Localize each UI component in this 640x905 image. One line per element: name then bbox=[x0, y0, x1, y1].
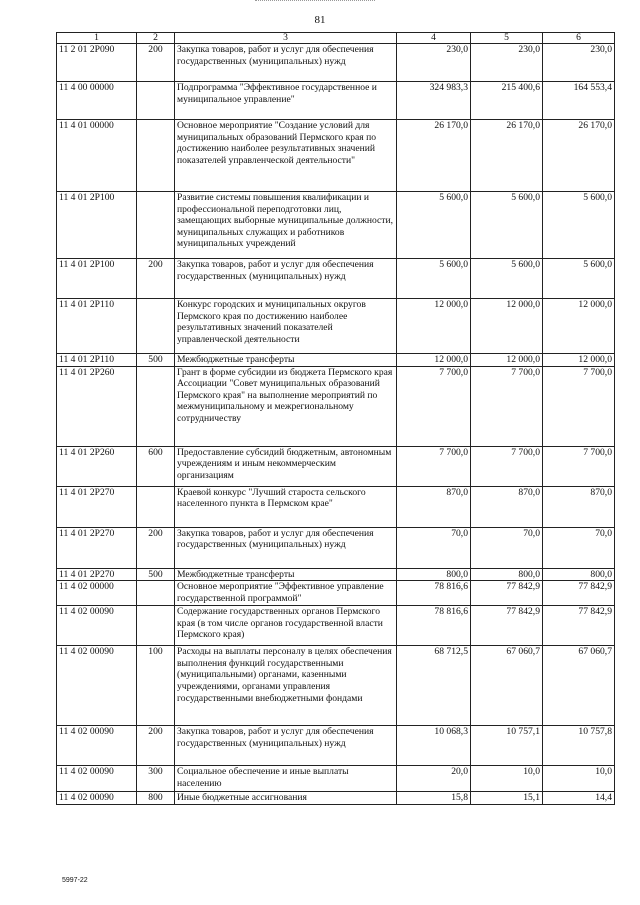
column-header: 3 bbox=[175, 33, 397, 44]
amount-year3-cell: 77 842,9 bbox=[543, 606, 615, 646]
table-row bbox=[57, 606, 615, 646]
amount-year1-cell: 7 700,0 bbox=[397, 446, 471, 486]
classification-code-cell: 11 4 01 2P260 bbox=[57, 446, 137, 486]
item-name-cell: Основное мероприятие "Создание условий для муниципальных образований Пермского края по достижению наиболее результативных значений показателей управленческой деятельности" bbox=[175, 120, 397, 192]
table-row bbox=[57, 44, 615, 82]
amount-year2-cell: 77 842,9 bbox=[471, 581, 543, 606]
amount-year3-cell: 7 700,0 bbox=[543, 366, 615, 446]
amount-year2-cell: 70,0 bbox=[471, 527, 543, 568]
item-name-cell: Иные бюджетные ассигнования bbox=[175, 792, 397, 805]
table-row bbox=[57, 581, 615, 606]
amount-year3-cell: 10,0 bbox=[543, 766, 615, 792]
amount-year1-cell: 20,0 bbox=[397, 766, 471, 792]
amount-year3-cell: 164 553,4 bbox=[543, 82, 615, 120]
item-name-cell: Грант в форме субсидии из бюджета Пермского края Ассоциации "Совет муниципальных образований Пермского края" на выполнение мероприятий по межмуниципальному и межрегиональному сотрудничеству bbox=[175, 366, 397, 446]
expense-type-cell: 200 bbox=[137, 259, 175, 299]
table-row bbox=[57, 259, 615, 299]
page-number: 81 bbox=[314, 14, 326, 26]
amount-year2-cell: 5 600,0 bbox=[471, 192, 543, 259]
amount-year2-cell: 800,0 bbox=[471, 568, 543, 581]
table-body bbox=[57, 44, 615, 805]
amount-year2-cell: 12 000,0 bbox=[471, 354, 543, 367]
budget-table bbox=[56, 32, 615, 805]
item-name-cell: Межбюджетные трансферты bbox=[175, 568, 397, 581]
classification-code-cell: 11 4 00 00000 bbox=[57, 82, 137, 120]
amount-year3-cell: 12 000,0 bbox=[543, 299, 615, 354]
amount-year1-cell: 12 000,0 bbox=[397, 299, 471, 354]
classification-code-cell: 11 4 01 2P110 bbox=[57, 299, 137, 354]
column-header: 6 bbox=[543, 33, 615, 44]
amount-year2-cell: 5 600,0 bbox=[471, 259, 543, 299]
table-row bbox=[57, 726, 615, 766]
amount-year2-cell: 215 400,6 bbox=[471, 82, 543, 120]
table-header-row bbox=[57, 33, 615, 44]
table-row bbox=[57, 766, 615, 792]
expense-type-cell: 500 bbox=[137, 354, 175, 367]
item-name-cell: Межбюджетные трансферты bbox=[175, 354, 397, 367]
amount-year3-cell: 77 842,9 bbox=[543, 581, 615, 606]
expense-type-cell: 600 bbox=[137, 446, 175, 486]
amount-year3-cell: 5 600,0 bbox=[543, 259, 615, 299]
classification-code-cell: 11 4 01 00000 bbox=[57, 120, 137, 192]
amount-year1-cell: 78 816,6 bbox=[397, 581, 471, 606]
table-row bbox=[57, 486, 615, 527]
table-row bbox=[57, 646, 615, 726]
amount-year2-cell: 7 700,0 bbox=[471, 446, 543, 486]
amount-year3-cell: 5 600,0 bbox=[543, 192, 615, 259]
amount-year1-cell: 800,0 bbox=[397, 568, 471, 581]
column-header: 2 bbox=[137, 33, 175, 44]
table-row bbox=[57, 120, 615, 192]
classification-code-cell: 11 4 02 00000 bbox=[57, 581, 137, 606]
classification-code-cell: 11 4 02 00090 bbox=[57, 792, 137, 805]
item-name-cell: Краевой конкурс "Лучший староста сельского населенного пункта в Пермском крае" bbox=[175, 486, 397, 527]
expense-type-cell bbox=[137, 192, 175, 259]
expense-type-cell bbox=[137, 120, 175, 192]
expense-type-cell bbox=[137, 299, 175, 354]
column-header: 5 bbox=[471, 33, 543, 44]
amount-year3-cell: 12 000,0 bbox=[543, 354, 615, 367]
amount-year3-cell: 70,0 bbox=[543, 527, 615, 568]
amount-year2-cell: 77 842,9 bbox=[471, 606, 543, 646]
amount-year3-cell: 10 757,8 bbox=[543, 726, 615, 766]
column-header: 1 bbox=[57, 33, 137, 44]
item-name-cell: Социальное обеспечение и иные выплаты населению bbox=[175, 766, 397, 792]
expense-type-cell: 200 bbox=[137, 44, 175, 82]
amount-year1-cell: 12 000,0 bbox=[397, 354, 471, 367]
classification-code-cell: 11 4 01 2P270 bbox=[57, 527, 137, 568]
item-name-cell: Предоставление субсидий бюджетным, автономным учреждениям и иным некоммерческим организациям bbox=[175, 446, 397, 486]
amount-year3-cell: 230,0 bbox=[543, 44, 615, 82]
classification-code-cell: 11 4 02 00090 bbox=[57, 606, 137, 646]
table-row bbox=[57, 527, 615, 568]
classification-code-cell: 11 4 02 00090 bbox=[57, 766, 137, 792]
amount-year2-cell: 10,0 bbox=[471, 766, 543, 792]
amount-year3-cell: 26 170,0 bbox=[543, 120, 615, 192]
table-row bbox=[57, 299, 615, 354]
amount-year1-cell: 26 170,0 bbox=[397, 120, 471, 192]
amount-year3-cell: 7 700,0 bbox=[543, 446, 615, 486]
column-header: 4 bbox=[397, 33, 471, 44]
amount-year2-cell: 10 757,1 bbox=[471, 726, 543, 766]
item-name-cell: Развитие системы повышения квалификации и профессиональной переподготовки лиц, замещающих выборные муниципальные должности, муниципальных служащих и работников муниципальных учреждений bbox=[175, 192, 397, 259]
amount-year2-cell: 870,0 bbox=[471, 486, 543, 527]
amount-year2-cell: 12 000,0 bbox=[471, 299, 543, 354]
amount-year1-cell: 68 712,5 bbox=[397, 646, 471, 726]
amount-year1-cell: 10 068,3 bbox=[397, 726, 471, 766]
amount-year1-cell: 5 600,0 bbox=[397, 259, 471, 299]
table-row bbox=[57, 82, 615, 120]
expense-type-cell bbox=[137, 606, 175, 646]
amount-year1-cell: 230,0 bbox=[397, 44, 471, 82]
classification-code-cell: 11 4 01 2P270 bbox=[57, 568, 137, 581]
expense-type-cell: 800 bbox=[137, 792, 175, 805]
amount-year2-cell: 67 060,7 bbox=[471, 646, 543, 726]
expense-type-cell bbox=[137, 581, 175, 606]
item-name-cell: Подпрограмма "Эффективное государственное и муниципальное управление" bbox=[175, 82, 397, 120]
amount-year1-cell: 870,0 bbox=[397, 486, 471, 527]
item-name-cell: Содержание государственных органов Пермского края (в том числе органов государственной власти Пермского края) bbox=[175, 606, 397, 646]
expense-type-cell bbox=[137, 82, 175, 120]
expense-type-cell: 300 bbox=[137, 766, 175, 792]
amount-year1-cell: 324 983,3 bbox=[397, 82, 471, 120]
amount-year1-cell: 15,8 bbox=[397, 792, 471, 805]
amount-year1-cell: 78 816,6 bbox=[397, 606, 471, 646]
amount-year1-cell: 70,0 bbox=[397, 527, 471, 568]
amount-year3-cell: 67 060,7 bbox=[543, 646, 615, 726]
expense-type-cell: 100 bbox=[137, 646, 175, 726]
classification-code-cell: 11 4 02 00090 bbox=[57, 646, 137, 726]
amount-year1-cell: 5 600,0 bbox=[397, 192, 471, 259]
table-row bbox=[57, 792, 615, 805]
classification-code-cell: 11 2 01 2P090 bbox=[57, 44, 137, 82]
classification-code-cell: 11 4 01 2P110 bbox=[57, 354, 137, 367]
classification-code-cell: 11 4 01 2P270 bbox=[57, 486, 137, 527]
table-row bbox=[57, 568, 615, 581]
amount-year3-cell: 800,0 bbox=[543, 568, 615, 581]
amount-year3-cell: 14,4 bbox=[543, 792, 615, 805]
classification-code-cell: 11 4 01 2P100 bbox=[57, 259, 137, 299]
amount-year2-cell: 7 700,0 bbox=[471, 366, 543, 446]
footer-code: 5997-22 bbox=[62, 877, 88, 884]
amount-year2-cell: 230,0 bbox=[471, 44, 543, 82]
amount-year1-cell: 7 700,0 bbox=[397, 366, 471, 446]
classification-code-cell: 11 4 02 00090 bbox=[57, 726, 137, 766]
item-name-cell: Закупка товаров, работ и услуг для обеспечения государственных (муниципальных) нужд bbox=[175, 527, 397, 568]
expense-type-cell: 500 bbox=[137, 568, 175, 581]
table-row bbox=[57, 366, 615, 446]
item-name-cell: Закупка товаров, работ и услуг для обеспечения государственных (муниципальных) нужд bbox=[175, 44, 397, 82]
item-name-cell: Расходы на выплаты персоналу в целях обеспечения выполнения функций государственными (муниципальными) органами, казенными учреждениями, органами управления государственными внебюджетными фондами bbox=[175, 646, 397, 726]
top-edge-mark bbox=[255, 0, 375, 5]
table-row bbox=[57, 446, 615, 486]
expense-type-cell: 200 bbox=[137, 726, 175, 766]
classification-code-cell: 11 4 01 2P260 bbox=[57, 366, 137, 446]
amount-year2-cell: 26 170,0 bbox=[471, 120, 543, 192]
expense-type-cell bbox=[137, 366, 175, 446]
amount-year2-cell: 15,1 bbox=[471, 792, 543, 805]
expense-type-cell: 200 bbox=[137, 527, 175, 568]
table-row bbox=[57, 192, 615, 259]
classification-code-cell: 11 4 01 2P100 bbox=[57, 192, 137, 259]
item-name-cell: Основное мероприятие "Эффективное управление государственной программой" bbox=[175, 581, 397, 606]
amount-year3-cell: 870,0 bbox=[543, 486, 615, 527]
item-name-cell: Закупка товаров, работ и услуг для обеспечения государственных (муниципальных) нужд bbox=[175, 259, 397, 299]
item-name-cell: Конкурс городских и муниципальных округов Пермского края по достижению наиболее результативных значений показателей управленческой деятельности bbox=[175, 299, 397, 354]
table-row bbox=[57, 354, 615, 367]
expense-type-cell bbox=[137, 486, 175, 527]
item-name-cell: Закупка товаров, работ и услуг для обеспечения государственных (муниципальных) нужд bbox=[175, 726, 397, 766]
